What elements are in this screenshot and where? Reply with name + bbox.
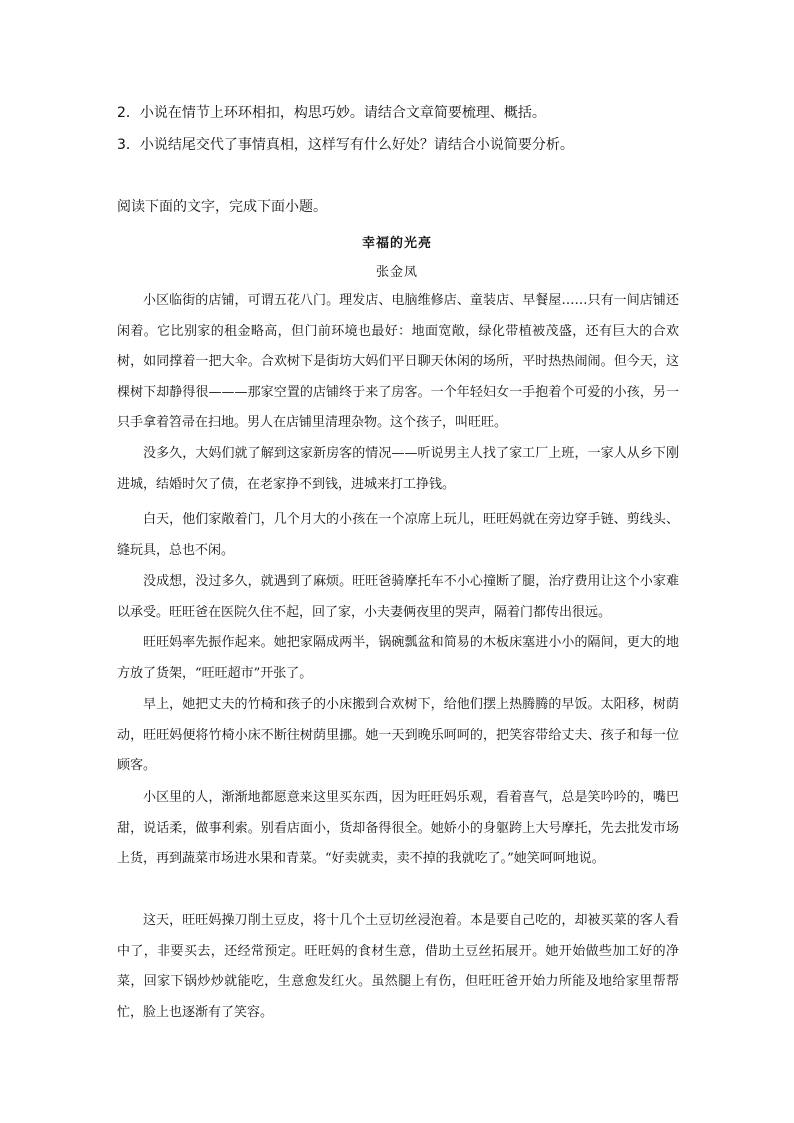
article-author: 张金凤 xyxy=(375,265,418,280)
article-paragraph-1: 小区临街的店铺，可谓五花八门。理发店、电脑维修店、童装店、早餐屋……只有一间店铺还闲着。它比别家的租金略高，但门前环境也最好：地面宽敞，绿化带植被茂盛，还有巨大的合欢树，如同撑着一把大伞。合欢树下是街坊大妈们平日聊天休闲的场所，平时热热闹闹。但今天，这棵树下却静得很———那家空置的店铺终于来了房客。一个年轻妇女一手抱着个可爱的小孩，另一只手拿着笤帚在扫地。男人在店铺里清理杂物。这个孩子，叫旺旺。 xyxy=(117,293,679,430)
article-paragraph-6: 早上，她把丈夫的竹椅和孩子的小床搬到合欢树下，给他们摆上热腾腾的早饭。太阳移，树荫动，旺旺妈便将竹椅小床不断往树荫里挪。她一天到晚乐呵呵的，把笑容带给丈夫、孩子和每一位顾客。 xyxy=(117,697,679,773)
article-paragraph-4: 没成想，没过多久，就遇到了麻烦。旺旺爸骑摩托车不小心撞断了腿，治疗费用让这个小家难以承受。旺旺爸在医院久住不起，回了家，小夫妻俩夜里的哭声，隔着门都传出很远。 xyxy=(117,574,679,620)
question-3: 3．小说结尾交代了事情真相，这样写有什么好处？请结合小说简要分析。 xyxy=(117,137,574,153)
article-paragraph-5: 旺旺妈率先振作起来。她把家隔成两半，锅碗瓢盆和简易的木板床塞进小小的隔间，更大的地方放了货架，“旺旺超市”开张了。 xyxy=(117,635,679,681)
article-paragraph-8: 这天，旺旺妈操刀削土豆皮，将十几个土豆切丝浸泡着。本是要自己吃的，却被买菜的客人看中了，非要买去，还经常预定。旺旺妈的食材生意，借助土豆丝拓展开。她开始做些加工好的净菜，回家下锅炒炒就能吃，生意愈发红火。虽然腿上有伤，但旺旺爸开始力所能及地给家里帮帮忙，脸上也逐渐有了笑容。 xyxy=(117,913,679,1020)
reading-instruction: 阅读下面的文字，完成下面小题。 xyxy=(117,199,327,215)
article-paragraph-2: 没多久，大妈们就了解到这家新房客的情况——听说男主人找了家工厂上班，一家人从乡下刚进城，结婚时欠了债，在老家挣不到钱，进城来打工挣钱。 xyxy=(117,446,679,492)
article-paragraph-7: 小区里的人，渐渐地都愿意来这里买东西，因为旺旺妈乐观，看着喜气，总是笑吟吟的，嘴巴甜，说话柔，做事利索。别看店面小，货却备得很全。她娇小的身躯跨上大号摩托，先去批发市场上货，再到蔬菜市场进水果和青菜。“好卖就卖，卖不掉的我就吃了。”她笑呵呵地说。 xyxy=(117,790,679,866)
question-2: 2．小说在情节上环环相扣，构思巧妙。请结合文章简要梳理、概括。 xyxy=(117,105,546,121)
article-title: 幸福的光亮 xyxy=(361,236,432,251)
article-paragraph-3: 白天，他们家敞着门，几个月大的小孩在一个凉席上玩儿，旺旺妈就在旁边穿手链、剪线头、缝玩具，总也不闲。 xyxy=(117,512,679,558)
